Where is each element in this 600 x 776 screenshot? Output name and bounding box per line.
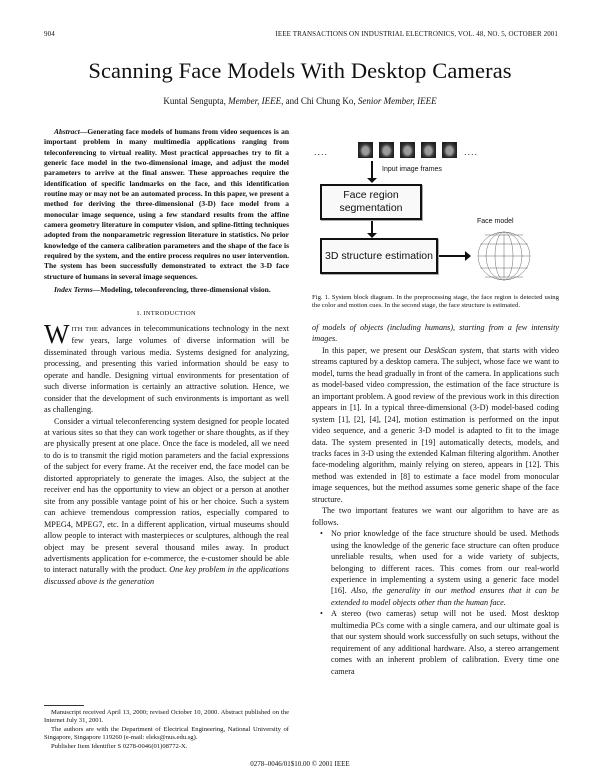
abstract-label: Abstract— [54,127,88,136]
intro-p2-continuation [312,322,559,345]
intro-p2-cont-italic: of models of objects (including humans), starting from a few intensity images. [312,323,559,344]
dots-right: .... [464,147,479,157]
paper-title: Scanning Face Models With Desktop Cameras [88,58,512,83]
index-terms-text: Modeling, teleconferencing, three-dimensional vision. [100,285,271,295]
page-number: 904 [44,30,55,38]
footnote-affiliation: The authors are with the Department of Electrical Engineering, National University of Singapore, Singapore 119260 (e-mail: eleks@nus.edu.sg). [44,725,289,742]
authors-and: and Chi Chung Ko, [283,96,358,106]
lead-caps: ITH THE [71,325,98,333]
left-column [44,127,289,587]
arrow-head [465,251,471,261]
index-terms [44,285,289,295]
intro-paragraph-2 [44,416,289,588]
figure-1-diagram [312,134,559,284]
section-title: NTRODUCTION [145,309,197,317]
intro-p2-text: Consider a virtual teleconferencing system designed for people located at various sites so that they can work together or share thoughts, as if they are physically present at one place. Once the face is modeled, all we need to do is to transmit the rigid motion parameters and the facial expressions of the subject for every frame. At the receiver end, the face model can be distorted appropriately to generate the images. Also, the subject at the receiver end has the opportunity to view an object or a person at another site from any possible vantage point of his or her choice. Such a system can achieve tremendous compression ratios, especially compared to MPEG4, MPEG7, etc. In a different application, virtual museums should allow people to interact with masterpieces or sculptures, although the real object may be present several thousand miles away. In product advertisments application for e-commerce, the e-customer should be able to interact naturally with the product. [44,416,289,575]
footnote-received: Manuscript received April 13, 2000; revised October 10, 2000. Abstract published on the Internet July 31, 2001. [44,709,289,725]
feature-bullet-2: • A stereo (two cameras) setup will not be used. Most desktop multimedia PCs come with a single camera, and our ultimate goal is that our system should work successfully on such setups, without the requirement of any additional hardware. Also, a stereo arrangement comes with an inherent problem of calibration. Every time one camera [312,608,559,677]
intro-paragraph-1 [44,318,289,416]
bullet1-italic: Also, the generality in our method ensures that it can be extended to model objects other than the human face. [331,586,559,607]
arrow-head [367,178,377,183]
author-1-role: Member, IEEE, [228,96,284,106]
face-model-label: Face model [477,218,514,225]
figure-caption: Fig. 1. System block diagram. In the preprocessing stage, the face region is detected using the color and motion cues. In the second stage, the face structure is estimated. [312,294,559,310]
intro-p2-italic: One key problem in the applications discussed above is the generation [44,565,289,586]
abstract-text: Generating face models of humans from video sequences is an important problem in many multimedia applications ranging from teleconferencing to virtual reality. Most practical approaches try to fit a generic face model in the two-dimensional image, and adjust the model parameters to arrive at the final answer. These approaches require the identification of specific landmarks on the face, and this identification routine may or may not be an automated process. In this paper, we present a method for deriving the three-dimensional (3-D) face model from a monocular image sequence, using a few standard results from the affine camera geometry literature in computer vision, and spline-fitting techniques adopted from the nonparametric regression literature in statistics. No prior knowledge of the camera calibration parameters and the shape of the face is required by the system, and the entire process requires no user intervention. The system has been successfully demonstrated to extract the 3-D face structure of humans in several image sequences. [44,127,289,281]
right-column [312,322,559,677]
author-1: Kuntal Sengupta, [163,96,229,106]
author-2-role: Senior Member, IEEE [357,96,437,106]
abstract [44,127,289,282]
face-model-wireframe [478,232,530,280]
feature-bullet-1 [312,528,559,608]
section-numeral: I. I [136,309,146,317]
intro-p1-text: advances in telecommunications technology in the next few years, large volumes of diverse information will be disseminated through various media. Systems designed for analyzing, processing, and presenting this varied information should be easy to operate and handle. Designing virtual environments for presentation of such diverse information is certainly an attractive solution. Hence, we consider that the development of such environments is important as well as challenging. [44,323,289,415]
authors-line [0,96,600,106]
input-frames-label: Input image frames [382,166,442,173]
intro-paragraph-3 [312,345,559,505]
intro-p3-a: In this paper, we present our [322,345,425,355]
footnote-identifier: Publisher Item Identifier S 0278-0046(01)08772-X. [51,742,188,750]
copyright-footer: 0278–0046/01$10.00 © 2001 IEEE [250,760,350,768]
structure-estimation-box: 3D structure estimation [320,238,438,274]
intro-p3-b: that starts with video streams captured by a desktop camera. The subject, whose face we want to model, turns the head gradually in front of the camera. In applications such as model-based video compression, the estimation of the face structure is an important problem. A good review of the previous work in this direction appears in [1]. In a typical three-dimensional (3-D) model-based coding system [1], [2], [4], [24], motion estimation is performed on the input video sequence, and a generic 3-D model is adapted to fit to the image data. The system presented in [19] automatically detects, models, and tracks faces in 3-D using the extended Kalman filtering algorithm. Another face-modeling algorithm, mainly relying on stereo, appears in [12]. This method was extended in [8] to estimate a face model from monocular image sequences, but the method assumes some generic shape of the face structure. [312,345,559,504]
intro-paragraph-4: The two important features we want our algorithm to have are as follows. [312,506,559,527]
journal-header: IEEE TRANSACTIONS ON INDUSTRIAL ELECTRONICS, VOL. 48, NO. 5, OCTOBER 2001 [275,30,558,38]
dots-left: .... [314,147,329,157]
footnote-rule [44,705,84,706]
section-heading [44,307,289,319]
index-terms-label: Index Terms— [54,285,101,295]
system-name: DeskScan system, [424,345,484,355]
face-segmentation-box: Face region segmentation [320,184,422,220]
drop-cap: W [44,318,70,349]
footnotes [44,709,289,751]
bullet1-text: No prior knowledge of the face structure should be used. Methods using the knowledge of the generic face structure can often produce unreliable results, when used for a wide variety of subjects, belonging to different races. This comes from our real-world experience in implementing a system using a generic face model [16]. [331,529,559,596]
